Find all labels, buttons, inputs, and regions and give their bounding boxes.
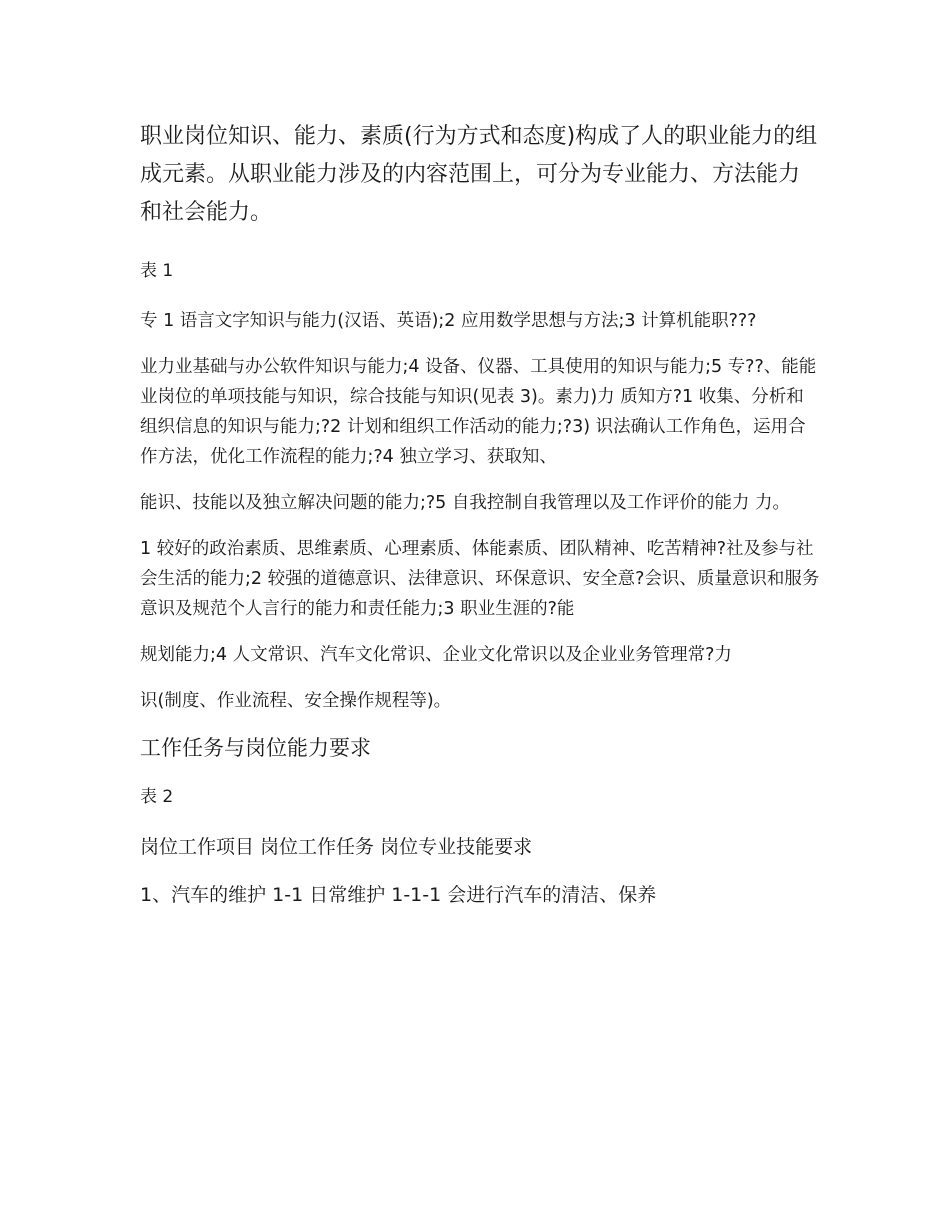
paragraph-5: 规划能力;4 人文常识、汽车文化常识、企业文化常识以及企业业务管理常?力 <box>140 645 732 665</box>
paragraph-3: 能识、技能以及独立解决问题的能力;?5 自我控制自我管理以及工作评价的能力 力。 <box>140 493 790 513</box>
table2-header: 岗位工作项目 岗位工作任务 岗位专业技能要求 <box>140 836 533 858</box>
section-heading: 工作任务与岗位能力要求 <box>140 736 371 760</box>
paragraph-4: 1 较好的政治素质、思维素质、心理素质、体能素质、团队精神、吃苦精神?社及参与社会生活的能力;2 较强的道德意识、法律意识、环保意识、安全意?会识、质量意识和服务意识及规范个人言行的能力和责任能力;3 职业生涯的?能 <box>140 539 820 619</box>
paragraph-6: 识(制度、作业流程、安全操作规程等)。 <box>140 691 452 711</box>
paragraph-2: 业力业基础与办公软件知识与能力;4 设备、仪器、工具使用的知识与能力;5 专??、能能业岗位的单项技能与知识，综合技能与知识(见表 3)。素力)力 质知方?1 收集、分析和组织信息的知识与能力;?2 计划和组织工作活动的能力;?3) 识法确认工作角色，运用合作方法，优化工作流程的能力;?4 独立学习、获取知、 <box>140 357 817 467</box>
table2-row: 1、汽车的维护 1-1 日常维护 1-1-1 会进行汽车的清洁、保养 <box>140 884 657 906</box>
document-page <box>140 118 820 928</box>
table2-label: 表 2 <box>140 787 174 807</box>
intro-paragraph: 职业岗位知识、能力、素质(行为方式和态度)构成了人的职业能力的组成元素。从职业能力涉及的内容范围上，可分为专业能力、方法能力和社会能力。 <box>140 124 818 225</box>
paragraph-1: 专 1 语言文字知识与能力(汉语、英语);2 应用数学思想与方法;3 计算机能职??? <box>140 311 757 331</box>
table1-label: 表 1 <box>140 261 174 281</box>
